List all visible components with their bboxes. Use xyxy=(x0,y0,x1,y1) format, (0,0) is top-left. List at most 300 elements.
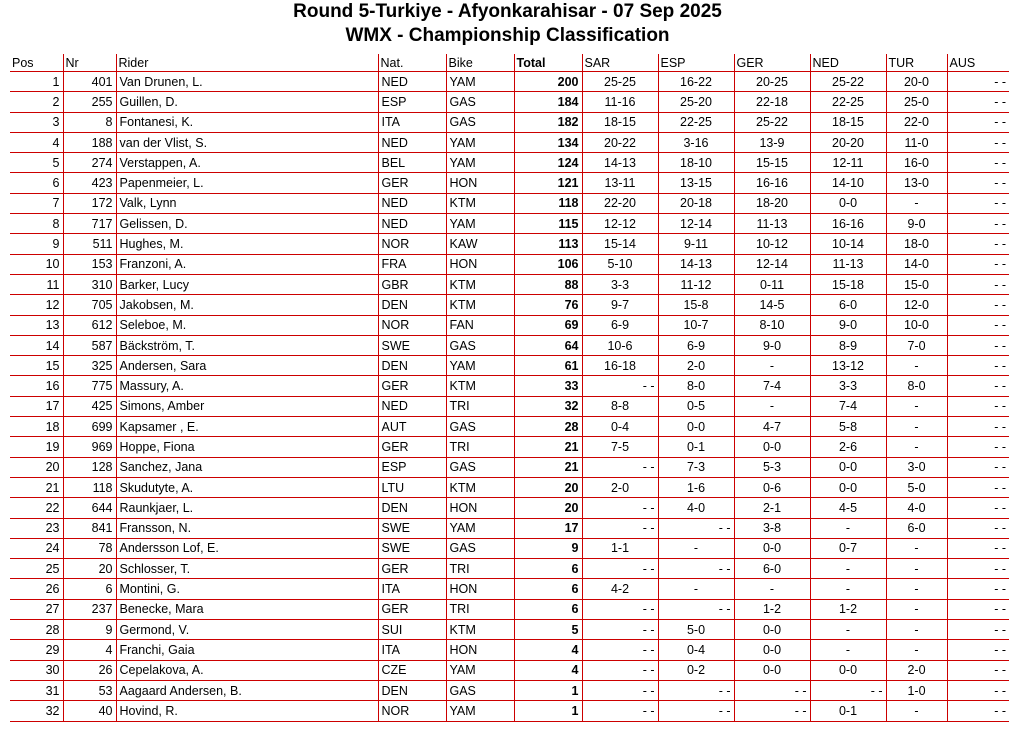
cell-aus: - - xyxy=(947,680,1009,700)
cell-nr: 841 xyxy=(63,518,116,538)
cell-nat: AUT xyxy=(378,417,446,437)
cell-total: 5 xyxy=(514,620,582,640)
cell-ned: 12-11 xyxy=(810,153,886,173)
cell-tur: - xyxy=(886,437,947,457)
cell-nr: 423 xyxy=(63,173,116,193)
cell-esp: - - xyxy=(658,680,734,700)
cell-tur: 1-0 xyxy=(886,680,947,700)
table-row xyxy=(10,640,1009,660)
table-row xyxy=(10,173,1009,193)
cell-bike: YAM xyxy=(446,132,514,152)
cell-aus: - - xyxy=(947,92,1009,112)
cell-total: 21 xyxy=(514,457,582,477)
cell-ger: 20-25 xyxy=(734,72,810,92)
cell-total: 88 xyxy=(514,274,582,294)
cell-bike: YAM xyxy=(446,214,514,234)
cell-total: 6 xyxy=(514,559,582,579)
cell-nat: DEN xyxy=(378,295,446,315)
cell-sar: - - xyxy=(582,701,658,721)
cell-nat: SUI xyxy=(378,620,446,640)
cell-esp: 22-25 xyxy=(658,112,734,132)
cell-total: 33 xyxy=(514,376,582,396)
cell-sar: 9-7 xyxy=(582,295,658,315)
cell-rider: Guillen, D. xyxy=(116,92,378,112)
cell-total: 4 xyxy=(514,640,582,660)
cell-pos: 7 xyxy=(10,193,63,213)
cell-rider: Andersen, Sara xyxy=(116,356,378,376)
cell-tur: - xyxy=(886,559,947,579)
cell-total: 200 xyxy=(514,72,582,92)
cell-total: 76 xyxy=(514,295,582,315)
cell-ned: - xyxy=(810,640,886,660)
table-row xyxy=(10,92,1009,112)
cell-esp: 20-18 xyxy=(658,193,734,213)
col-header-tur: TUR xyxy=(886,54,947,72)
cell-pos: 12 xyxy=(10,295,63,315)
cell-sar: 4-2 xyxy=(582,579,658,599)
cell-tur: 18-0 xyxy=(886,234,947,254)
cell-esp: 0-0 xyxy=(658,417,734,437)
col-header-nr: Nr xyxy=(63,54,116,72)
cell-ned: - xyxy=(810,620,886,640)
cell-nat: ITA xyxy=(378,579,446,599)
cell-pos: 17 xyxy=(10,396,63,416)
cell-pos: 22 xyxy=(10,498,63,518)
table-row xyxy=(10,356,1009,376)
cell-sar: 18-15 xyxy=(582,112,658,132)
col-header-bike: Bike xyxy=(446,54,514,72)
cell-ger: 10-12 xyxy=(734,234,810,254)
cell-bike: TRI xyxy=(446,437,514,457)
cell-aus: - - xyxy=(947,417,1009,437)
cell-ger: 7-4 xyxy=(734,376,810,396)
cell-total: 28 xyxy=(514,417,582,437)
cell-total: 1 xyxy=(514,701,582,721)
cell-esp: 0-5 xyxy=(658,396,734,416)
cell-nat: DEN xyxy=(378,356,446,376)
cell-ger: 15-15 xyxy=(734,153,810,173)
cell-sar: - - xyxy=(582,498,658,518)
cell-rider: Skudutyte, A. xyxy=(116,477,378,497)
cell-bike: YAM xyxy=(446,72,514,92)
cell-nr: 969 xyxy=(63,437,116,457)
cell-rider: Kapsamer , E. xyxy=(116,417,378,437)
cell-ned: 7-4 xyxy=(810,396,886,416)
cell-esp: 0-4 xyxy=(658,640,734,660)
cell-bike: GAS xyxy=(446,335,514,355)
cell-bike: TRI xyxy=(446,559,514,579)
cell-pos: 1 xyxy=(10,72,63,92)
cell-ned: 10-14 xyxy=(810,234,886,254)
cell-bike: KAW xyxy=(446,234,514,254)
cell-esp: 9-11 xyxy=(658,234,734,254)
cell-total: 6 xyxy=(514,599,582,619)
cell-tur: - xyxy=(886,396,947,416)
cell-tur: 22-0 xyxy=(886,112,947,132)
table-row xyxy=(10,579,1009,599)
cell-ger: - xyxy=(734,579,810,599)
cell-ger: 13-9 xyxy=(734,132,810,152)
cell-ned: 11-13 xyxy=(810,254,886,274)
cell-bike: HON xyxy=(446,254,514,274)
cell-rider: Barker, Lucy xyxy=(116,274,378,294)
cell-tur: - xyxy=(886,599,947,619)
cell-bike: KTM xyxy=(446,193,514,213)
cell-bike: KTM xyxy=(446,620,514,640)
cell-total: 69 xyxy=(514,315,582,335)
cell-bike: YAM xyxy=(446,701,514,721)
cell-nr: 128 xyxy=(63,457,116,477)
cell-rider: Hovind, R. xyxy=(116,701,378,721)
col-header-total: Total xyxy=(514,54,582,72)
cell-ger: 0-0 xyxy=(734,538,810,558)
cell-bike: KTM xyxy=(446,376,514,396)
cell-esp: 7-3 xyxy=(658,457,734,477)
cell-esp: 10-7 xyxy=(658,315,734,335)
cell-esp: - - xyxy=(658,518,734,538)
cell-ned: 20-20 xyxy=(810,132,886,152)
cell-ger: 6-0 xyxy=(734,559,810,579)
cell-bike: GAS xyxy=(446,680,514,700)
cell-pos: 28 xyxy=(10,620,63,640)
cell-total: 6 xyxy=(514,579,582,599)
cell-tur: 8-0 xyxy=(886,376,947,396)
cell-bike: KTM xyxy=(446,295,514,315)
cell-pos: 29 xyxy=(10,640,63,660)
cell-ger: 8-10 xyxy=(734,315,810,335)
cell-ned: 2-6 xyxy=(810,437,886,457)
cell-sar: 3-3 xyxy=(582,274,658,294)
cell-total: 32 xyxy=(514,396,582,416)
cell-aus: - - xyxy=(947,457,1009,477)
cell-nr: 775 xyxy=(63,376,116,396)
cell-esp: 15-8 xyxy=(658,295,734,315)
cell-pos: 26 xyxy=(10,579,63,599)
cell-nat: ESP xyxy=(378,92,446,112)
cell-nat: ESP xyxy=(378,457,446,477)
cell-rider: Andersson Lof, E. xyxy=(116,538,378,558)
cell-total: 134 xyxy=(514,132,582,152)
cell-tur: - xyxy=(886,701,947,721)
cell-nr: 20 xyxy=(63,559,116,579)
cell-ned: 25-22 xyxy=(810,72,886,92)
cell-esp: - xyxy=(658,579,734,599)
cell-aus: - - xyxy=(947,538,1009,558)
cell-ger: 4-7 xyxy=(734,417,810,437)
col-header-rider: Rider xyxy=(116,54,378,72)
cell-sar: - - xyxy=(582,620,658,640)
cell-tur: 25-0 xyxy=(886,92,947,112)
col-header-sar: SAR xyxy=(582,54,658,72)
cell-total: 115 xyxy=(514,214,582,234)
cell-aus: - - xyxy=(947,701,1009,721)
cell-sar: 13-11 xyxy=(582,173,658,193)
table-body xyxy=(10,72,1009,722)
table-row xyxy=(10,376,1009,396)
cell-aus: - - xyxy=(947,376,1009,396)
cell-total: 124 xyxy=(514,153,582,173)
cell-nr: 705 xyxy=(63,295,116,315)
cell-esp: 16-22 xyxy=(658,72,734,92)
cell-ned: 6-0 xyxy=(810,295,886,315)
cell-nat: DEN xyxy=(378,498,446,518)
cell-rider: Jakobsen, M. xyxy=(116,295,378,315)
cell-esp: 13-15 xyxy=(658,173,734,193)
table-row xyxy=(10,498,1009,518)
cell-sar: - - xyxy=(582,376,658,396)
cell-rider: Hoppe, Fiona xyxy=(116,437,378,457)
cell-nat: NOR xyxy=(378,234,446,254)
cell-pos: 6 xyxy=(10,173,63,193)
cell-rider: Aagaard Andersen, B. xyxy=(116,680,378,700)
cell-pos: 13 xyxy=(10,315,63,335)
cell-rider: Cepelakova, A. xyxy=(116,660,378,680)
cell-sar: 14-13 xyxy=(582,153,658,173)
cell-pos: 11 xyxy=(10,274,63,294)
cell-aus: - - xyxy=(947,274,1009,294)
cell-pos: 10 xyxy=(10,254,63,274)
cell-rider: Fontanesi, K. xyxy=(116,112,378,132)
cell-pos: 19 xyxy=(10,437,63,457)
cell-ned: 0-1 xyxy=(810,701,886,721)
cell-nr: 310 xyxy=(63,274,116,294)
cell-aus: - - xyxy=(947,234,1009,254)
table-row xyxy=(10,234,1009,254)
cell-bike: TRI xyxy=(446,599,514,619)
cell-aus: - - xyxy=(947,315,1009,335)
cell-pos: 4 xyxy=(10,132,63,152)
cell-pos: 24 xyxy=(10,538,63,558)
table-row xyxy=(10,315,1009,335)
cell-pos: 23 xyxy=(10,518,63,538)
cell-pos: 16 xyxy=(10,376,63,396)
cell-ger: 18-20 xyxy=(734,193,810,213)
cell-bike: YAM xyxy=(446,356,514,376)
cell-rider: Simons, Amber xyxy=(116,396,378,416)
cell-esp: 12-14 xyxy=(658,214,734,234)
cell-ned: 0-0 xyxy=(810,193,886,213)
cell-tur: 16-0 xyxy=(886,153,947,173)
cell-bike: GAS xyxy=(446,457,514,477)
cell-nr: 255 xyxy=(63,92,116,112)
cell-tur: - xyxy=(886,640,947,660)
cell-bike: YAM xyxy=(446,518,514,538)
cell-nr: 188 xyxy=(63,132,116,152)
cell-nr: 26 xyxy=(63,660,116,680)
cell-ger: 2-1 xyxy=(734,498,810,518)
cell-ned: 18-15 xyxy=(810,112,886,132)
cell-aus: - - xyxy=(947,72,1009,92)
cell-nat: FRA xyxy=(378,254,446,274)
cell-pos: 31 xyxy=(10,680,63,700)
cell-ned: 3-3 xyxy=(810,376,886,396)
cell-bike: KTM xyxy=(446,477,514,497)
cell-nr: 699 xyxy=(63,417,116,437)
page-subtitle: WMX - Championship Classification xyxy=(345,25,670,46)
cell-pos: 21 xyxy=(10,477,63,497)
cell-pos: 8 xyxy=(10,214,63,234)
cell-ger: 25-22 xyxy=(734,112,810,132)
cell-bike: HON xyxy=(446,498,514,518)
cell-nat: NED xyxy=(378,214,446,234)
cell-ger: 22-18 xyxy=(734,92,810,112)
cell-aus: - - xyxy=(947,640,1009,660)
table-row xyxy=(10,701,1009,721)
cell-sar: 16-18 xyxy=(582,356,658,376)
col-header-esp: ESP xyxy=(658,54,734,72)
cell-rider: Montini, G. xyxy=(116,579,378,599)
cell-total: 20 xyxy=(514,498,582,518)
cell-ned: 22-25 xyxy=(810,92,886,112)
cell-aus: - - xyxy=(947,335,1009,355)
cell-nr: 587 xyxy=(63,335,116,355)
cell-nat: SWE xyxy=(378,518,446,538)
cell-pos: 27 xyxy=(10,599,63,619)
cell-esp: 1-6 xyxy=(658,477,734,497)
cell-ned: 9-0 xyxy=(810,315,886,335)
cell-bike: GAS xyxy=(446,92,514,112)
table-row xyxy=(10,193,1009,213)
cell-nr: 274 xyxy=(63,153,116,173)
cell-sar: 8-8 xyxy=(582,396,658,416)
cell-rider: Papenmeier, L. xyxy=(116,173,378,193)
cell-aus: - - xyxy=(947,193,1009,213)
cell-total: 61 xyxy=(514,356,582,376)
cell-ned: 0-0 xyxy=(810,457,886,477)
col-header-aus: AUS xyxy=(947,54,1009,72)
cell-rider: Franzoni, A. xyxy=(116,254,378,274)
cell-sar: 1-1 xyxy=(582,538,658,558)
cell-nat: SWE xyxy=(378,335,446,355)
cell-bike: HON xyxy=(446,173,514,193)
cell-nr: 612 xyxy=(63,315,116,335)
cell-total: 118 xyxy=(514,193,582,213)
cell-total: 64 xyxy=(514,335,582,355)
cell-ned: - xyxy=(810,579,886,599)
cell-sar: 11-16 xyxy=(582,92,658,112)
cell-aus: - - xyxy=(947,599,1009,619)
table-row xyxy=(10,153,1009,173)
cell-nat: NED xyxy=(378,72,446,92)
cell-nr: 6 xyxy=(63,579,116,599)
cell-nr: 153 xyxy=(63,254,116,274)
cell-bike: KTM xyxy=(446,274,514,294)
cell-nr: 9 xyxy=(63,620,116,640)
cell-nr: 78 xyxy=(63,538,116,558)
cell-ger: 0-11 xyxy=(734,274,810,294)
cell-pos: 25 xyxy=(10,559,63,579)
cell-esp: 3-16 xyxy=(658,132,734,152)
cell-total: 17 xyxy=(514,518,582,538)
cell-esp: 25-20 xyxy=(658,92,734,112)
cell-sar: 12-12 xyxy=(582,214,658,234)
cell-aus: - - xyxy=(947,498,1009,518)
cell-sar: 6-9 xyxy=(582,315,658,335)
cell-bike: YAM xyxy=(446,660,514,680)
cell-nat: GER xyxy=(378,559,446,579)
col-header-pos: Pos xyxy=(10,54,63,72)
table-row xyxy=(10,72,1009,92)
cell-sar: - - xyxy=(582,559,658,579)
col-header-nat: Nat. xyxy=(378,54,446,72)
cell-rider: Benecke, Mara xyxy=(116,599,378,619)
table-row xyxy=(10,620,1009,640)
cell-nat: DEN xyxy=(378,680,446,700)
cell-tur: 12-0 xyxy=(886,295,947,315)
cell-aus: - - xyxy=(947,518,1009,538)
cell-rider: Valk, Lynn xyxy=(116,193,378,213)
cell-bike: GAS xyxy=(446,417,514,437)
cell-ned: 8-9 xyxy=(810,335,886,355)
cell-tur: - xyxy=(886,193,947,213)
cell-sar: 10-6 xyxy=(582,335,658,355)
table-row xyxy=(10,214,1009,234)
cell-nat: CZE xyxy=(378,660,446,680)
cell-ger: 12-14 xyxy=(734,254,810,274)
cell-total: 184 xyxy=(514,92,582,112)
cell-esp: - xyxy=(658,538,734,558)
cell-nr: 325 xyxy=(63,356,116,376)
classification-table xyxy=(10,54,1009,722)
table-row xyxy=(10,680,1009,700)
cell-tur: 9-0 xyxy=(886,214,947,234)
cell-nat: LTU xyxy=(378,477,446,497)
cell-bike: GAS xyxy=(446,112,514,132)
cell-ned: 14-10 xyxy=(810,173,886,193)
cell-total: 106 xyxy=(514,254,582,274)
cell-nat: NED xyxy=(378,193,446,213)
cell-nr: 511 xyxy=(63,234,116,254)
cell-tur: 14-0 xyxy=(886,254,947,274)
cell-esp: - - xyxy=(658,599,734,619)
cell-ned: 0-0 xyxy=(810,477,886,497)
cell-esp: 0-2 xyxy=(658,660,734,680)
cell-ned: - xyxy=(810,559,886,579)
cell-aus: - - xyxy=(947,112,1009,132)
cell-rider: Germond, V. xyxy=(116,620,378,640)
table-row xyxy=(10,417,1009,437)
cell-sar: - - xyxy=(582,680,658,700)
cell-aus: - - xyxy=(947,132,1009,152)
cell-ger: 0-0 xyxy=(734,640,810,660)
cell-rider: Fransson, N. xyxy=(116,518,378,538)
cell-tur: - xyxy=(886,538,947,558)
cell-esp: 2-0 xyxy=(658,356,734,376)
cell-ned: 5-8 xyxy=(810,417,886,437)
cell-nr: 4 xyxy=(63,640,116,660)
cell-esp: 18-10 xyxy=(658,153,734,173)
cell-tur: - xyxy=(886,417,947,437)
cell-rider: Van Drunen, L. xyxy=(116,72,378,92)
cell-rider: Hughes, M. xyxy=(116,234,378,254)
cell-sar: - - xyxy=(582,599,658,619)
cell-ger: 9-0 xyxy=(734,335,810,355)
table-row xyxy=(10,518,1009,538)
cell-tur: - xyxy=(886,579,947,599)
cell-ger: 0-6 xyxy=(734,477,810,497)
cell-pos: 30 xyxy=(10,660,63,680)
cell-tur: 20-0 xyxy=(886,72,947,92)
cell-pos: 5 xyxy=(10,153,63,173)
cell-ned: 4-5 xyxy=(810,498,886,518)
cell-aus: - - xyxy=(947,660,1009,680)
table-row xyxy=(10,132,1009,152)
cell-sar: 0-4 xyxy=(582,417,658,437)
cell-nat: GBR xyxy=(378,274,446,294)
table-row xyxy=(10,477,1009,497)
table-row xyxy=(10,437,1009,457)
cell-aus: - - xyxy=(947,356,1009,376)
